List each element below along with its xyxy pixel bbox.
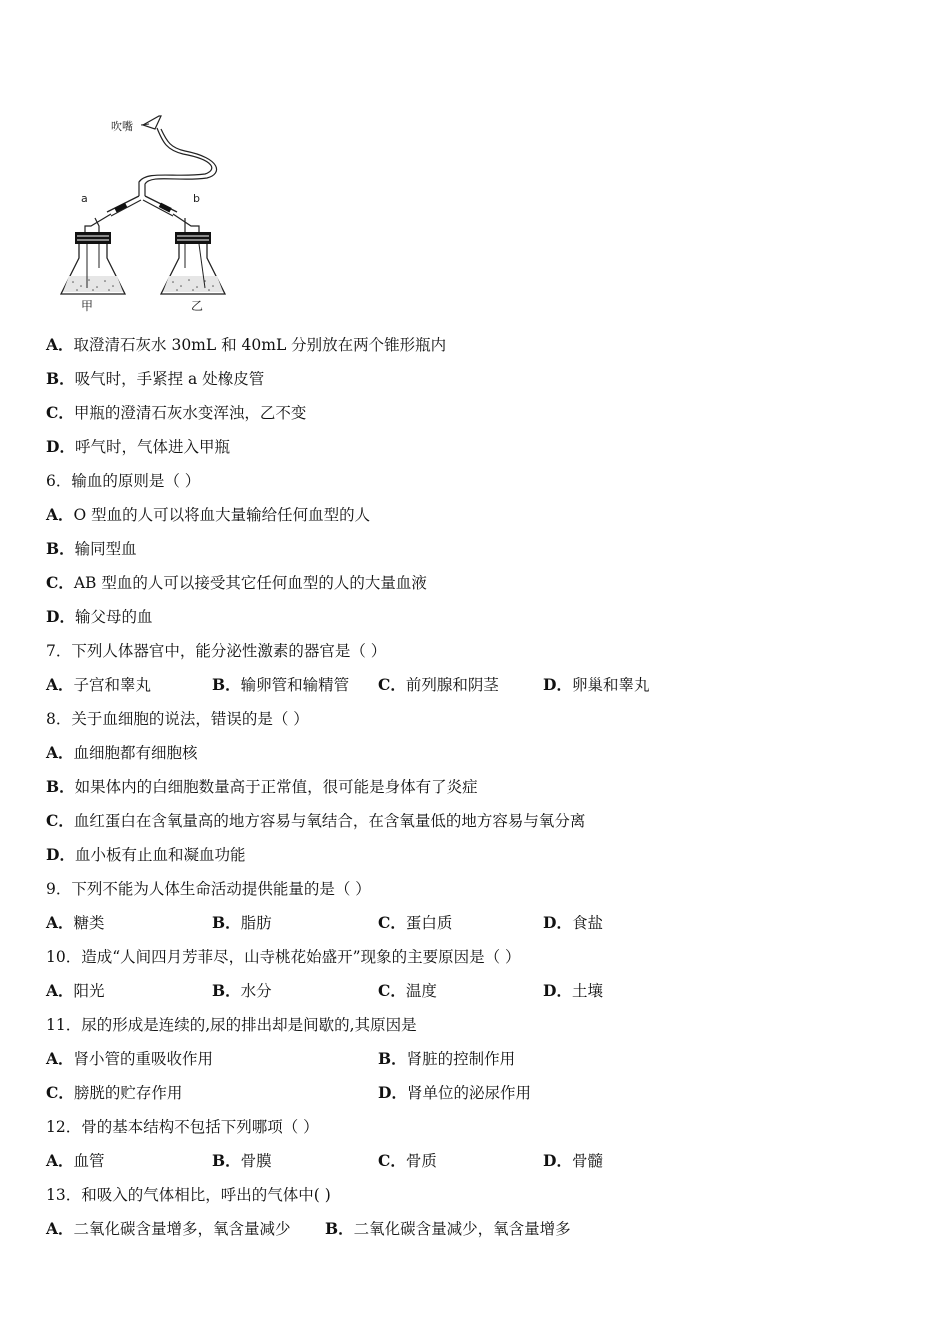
q8-stem: 8．关于血细胞的说法，错误的是（ ） xyxy=(46,710,309,728)
q12-option-c: C．骨质 xyxy=(378,1151,437,1170)
flask-right xyxy=(161,232,225,313)
tube-b-label: b xyxy=(193,192,200,205)
q5-option-a: A．取澄清石灰水 30mL 和 40mL 分别放在两个锥形瓶内 xyxy=(46,335,447,354)
q8-option-d: D．血小板有止血和凝血功能 xyxy=(46,845,246,864)
q5-option-d: D．呼气时，气体进入甲瓶 xyxy=(46,437,230,456)
q7-option-b: B．输卵管和输精管 xyxy=(212,675,350,694)
q7-option-c: C．前列腺和阴茎 xyxy=(378,675,499,694)
q9-option-c: C．蛋白质 xyxy=(378,913,453,932)
q13-option-a: A．二氧化碳含量增多，氧含量减少 xyxy=(46,1219,291,1238)
q9-option-d: D．食盐 xyxy=(543,913,603,932)
q12-option-a: A．血管 xyxy=(46,1151,105,1170)
q7-option-a: A．子宫和睾丸 xyxy=(46,675,152,694)
q7-option-d: D．卵巢和睾丸 xyxy=(543,675,650,694)
apparatus-figure xyxy=(55,108,235,316)
q6-stem: 6．输血的原则是（ ） xyxy=(46,472,201,490)
mouthpiece-label: 吹嘴 xyxy=(111,120,133,133)
q13-stem: 13．和吸入的气体相比，呼出的气体中( ) xyxy=(46,1186,331,1204)
q10-option-a: A．阳光 xyxy=(46,981,105,1000)
q12-stem: 12．骨的基本结构不包括下列哪项（ ） xyxy=(46,1118,319,1136)
q12-option-b: B．骨膜 xyxy=(212,1151,272,1170)
q6-option-a: A．O 型血的人可以将血大量输给任何血型的人 xyxy=(46,505,371,524)
q12-option-d: D．骨髓 xyxy=(543,1151,603,1170)
q10-stem: 10．造成“人间四月芳菲尽，山寺桃花始盛开”现象的主要原因是（ ） xyxy=(46,948,521,966)
q9-option-a: A．糖类 xyxy=(46,913,105,932)
q9-option-b: B．脂肪 xyxy=(212,913,272,932)
q13-option-b: B．二氧化碳含量减少，氧含量增多 xyxy=(325,1219,571,1238)
q6-option-b: B．输同型血 xyxy=(46,539,137,558)
mouthpiece-icon xyxy=(143,116,161,129)
q11-option-a: A．肾小管的重吸收作用 xyxy=(46,1049,214,1068)
q11-option-d: D．肾单位的泌尿作用 xyxy=(378,1083,531,1102)
q10-option-b: B．水分 xyxy=(212,981,272,1000)
flask-right-label: 乙 xyxy=(191,299,204,313)
q5-option-c: C．甲瓶的澄清石灰水变浑浊，乙不变 xyxy=(46,403,307,422)
q6-option-d: D．输父母的血 xyxy=(46,607,153,626)
q8-option-b: B．如果体内的白细胞数量高于正常值，很可能是身体有了炎症 xyxy=(46,777,478,796)
q8-option-c: C．血红蛋白在含氧量高的地方容易与氧结合，在含氧量低的地方容易与氧分离 xyxy=(46,811,586,830)
q5-option-b: B．吸气时，手紧捏 a 处橡皮管 xyxy=(46,369,265,388)
q7-stem: 7．下列人体器官中，能分泌性激素的器官是（ ） xyxy=(46,642,387,660)
q11-stem: 11．尿的形成是连续的,尿的排出却是间歇的,其原因是 xyxy=(46,1016,417,1034)
q10-option-d: D．土壤 xyxy=(543,981,603,1000)
q6-option-c: C．AB 型血的人可以接受其它任何血型的人的大量血液 xyxy=(46,573,427,592)
q10-option-c: C．温度 xyxy=(378,981,437,1000)
flask-left-label: 甲 xyxy=(81,299,94,313)
q11-option-c: C．膀胱的贮存作用 xyxy=(46,1083,183,1102)
q9-stem: 9．下列不能为人体生命活动提供能量的是（ ） xyxy=(46,880,371,898)
flask-left xyxy=(61,232,125,313)
q8-option-a: A．血细胞都有细胞核 xyxy=(46,743,198,762)
tube-a-label: a xyxy=(81,192,88,205)
apparatus-diagram xyxy=(55,108,235,316)
q11-option-b: B．肾脏的控制作用 xyxy=(378,1049,516,1068)
